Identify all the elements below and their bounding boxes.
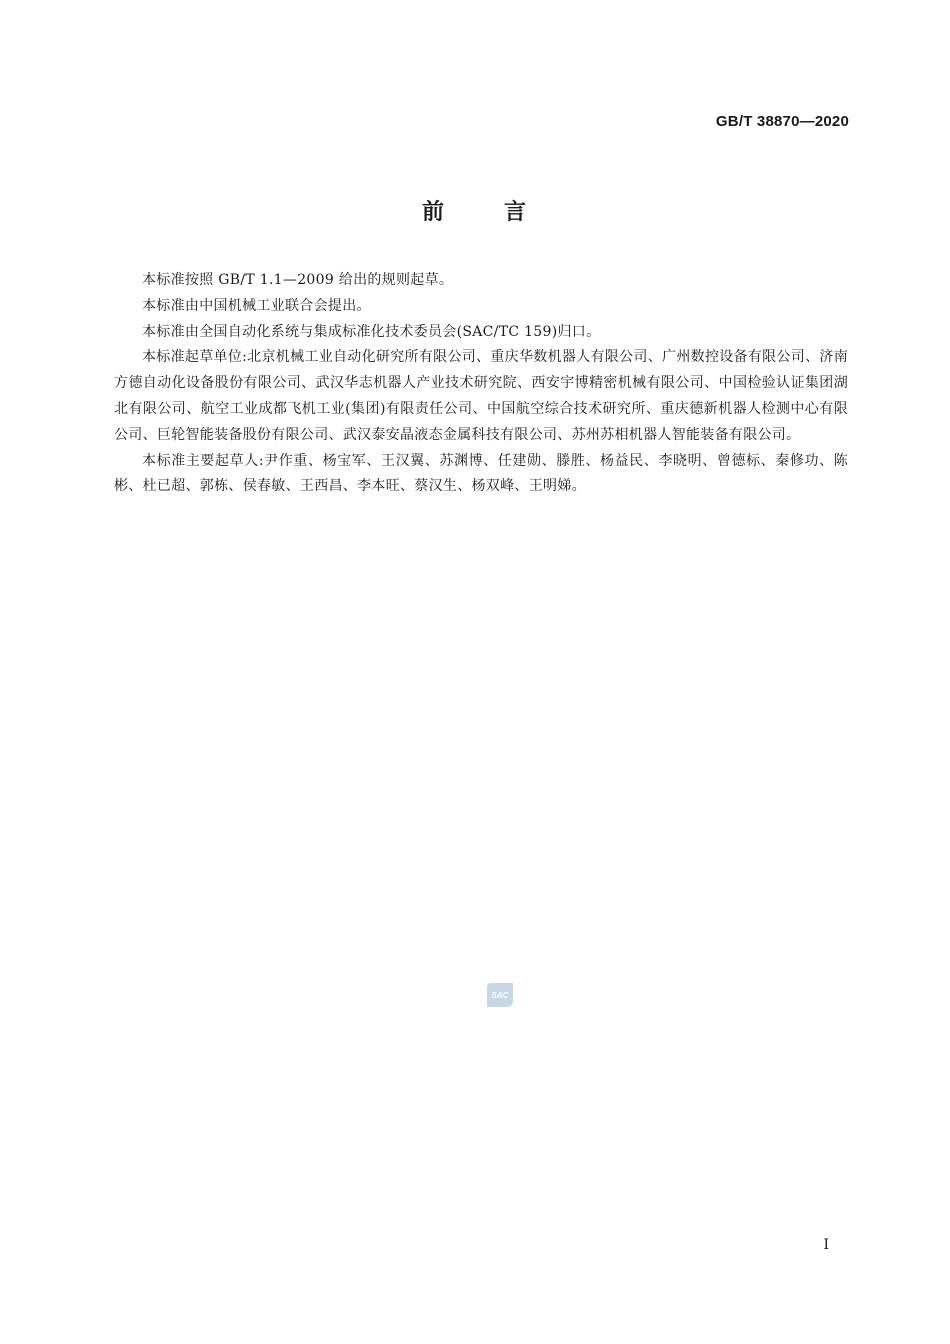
- paragraph-main-drafters: 本标准主要起草人:尹作重、杨宝军、王汉翼、苏渊博、任建勋、滕胜、杨益民、李晓明、曾德标、秦修功、陈彬、杜已超、郭栋、侯春敏、王西昌、李本旺、蔡汉生、杨双峰、王明娣。: [114, 452, 848, 495]
- title-char-2: 言: [504, 200, 529, 225]
- svg-text:SAC: SAC: [491, 991, 509, 1000]
- paragraph-drafting-units: 本标准起草单位:北京机械工业自动化研究所有限公司、重庆华数机器人有限公司、广州数控设备有限公司、济南方德自动化设备股份有限公司、武汉华志机器人产业技术研究院、西安宇博精密机械有限公司、中国检验认证集团湖北有限公司、航空工业成都飞机工业(集团)有限责任公司、中国航空综合技术研究所、重庆德新机器人检测中心有限公司、巨轮智能装备股份有限公司、武汉泰安晶液态金属科技有限公司、苏州苏相机器人智能装备有限公司。: [114, 349, 848, 443]
- foreword-body: [114, 268, 848, 500]
- sac-watermark-logo: [487, 983, 513, 1007]
- paragraph-drafting-rules: 本标准按照 GB/T 1.1—2009 给出的规则起草。: [142, 272, 454, 288]
- paragraph-under-jurisdiction: 本标准由全国自动化系统与集成标准化技术委员会(SAC/TC 159)归口。: [142, 323, 601, 340]
- page-number: I: [823, 1237, 829, 1253]
- paragraph-proposed-by: 本标准由中国机械工业联合会提出。: [142, 297, 371, 314]
- title-char-1: 前: [421, 200, 446, 225]
- standard-number: GB/T 38870—2020: [715, 113, 849, 130]
- page-title: [0, 195, 950, 226]
